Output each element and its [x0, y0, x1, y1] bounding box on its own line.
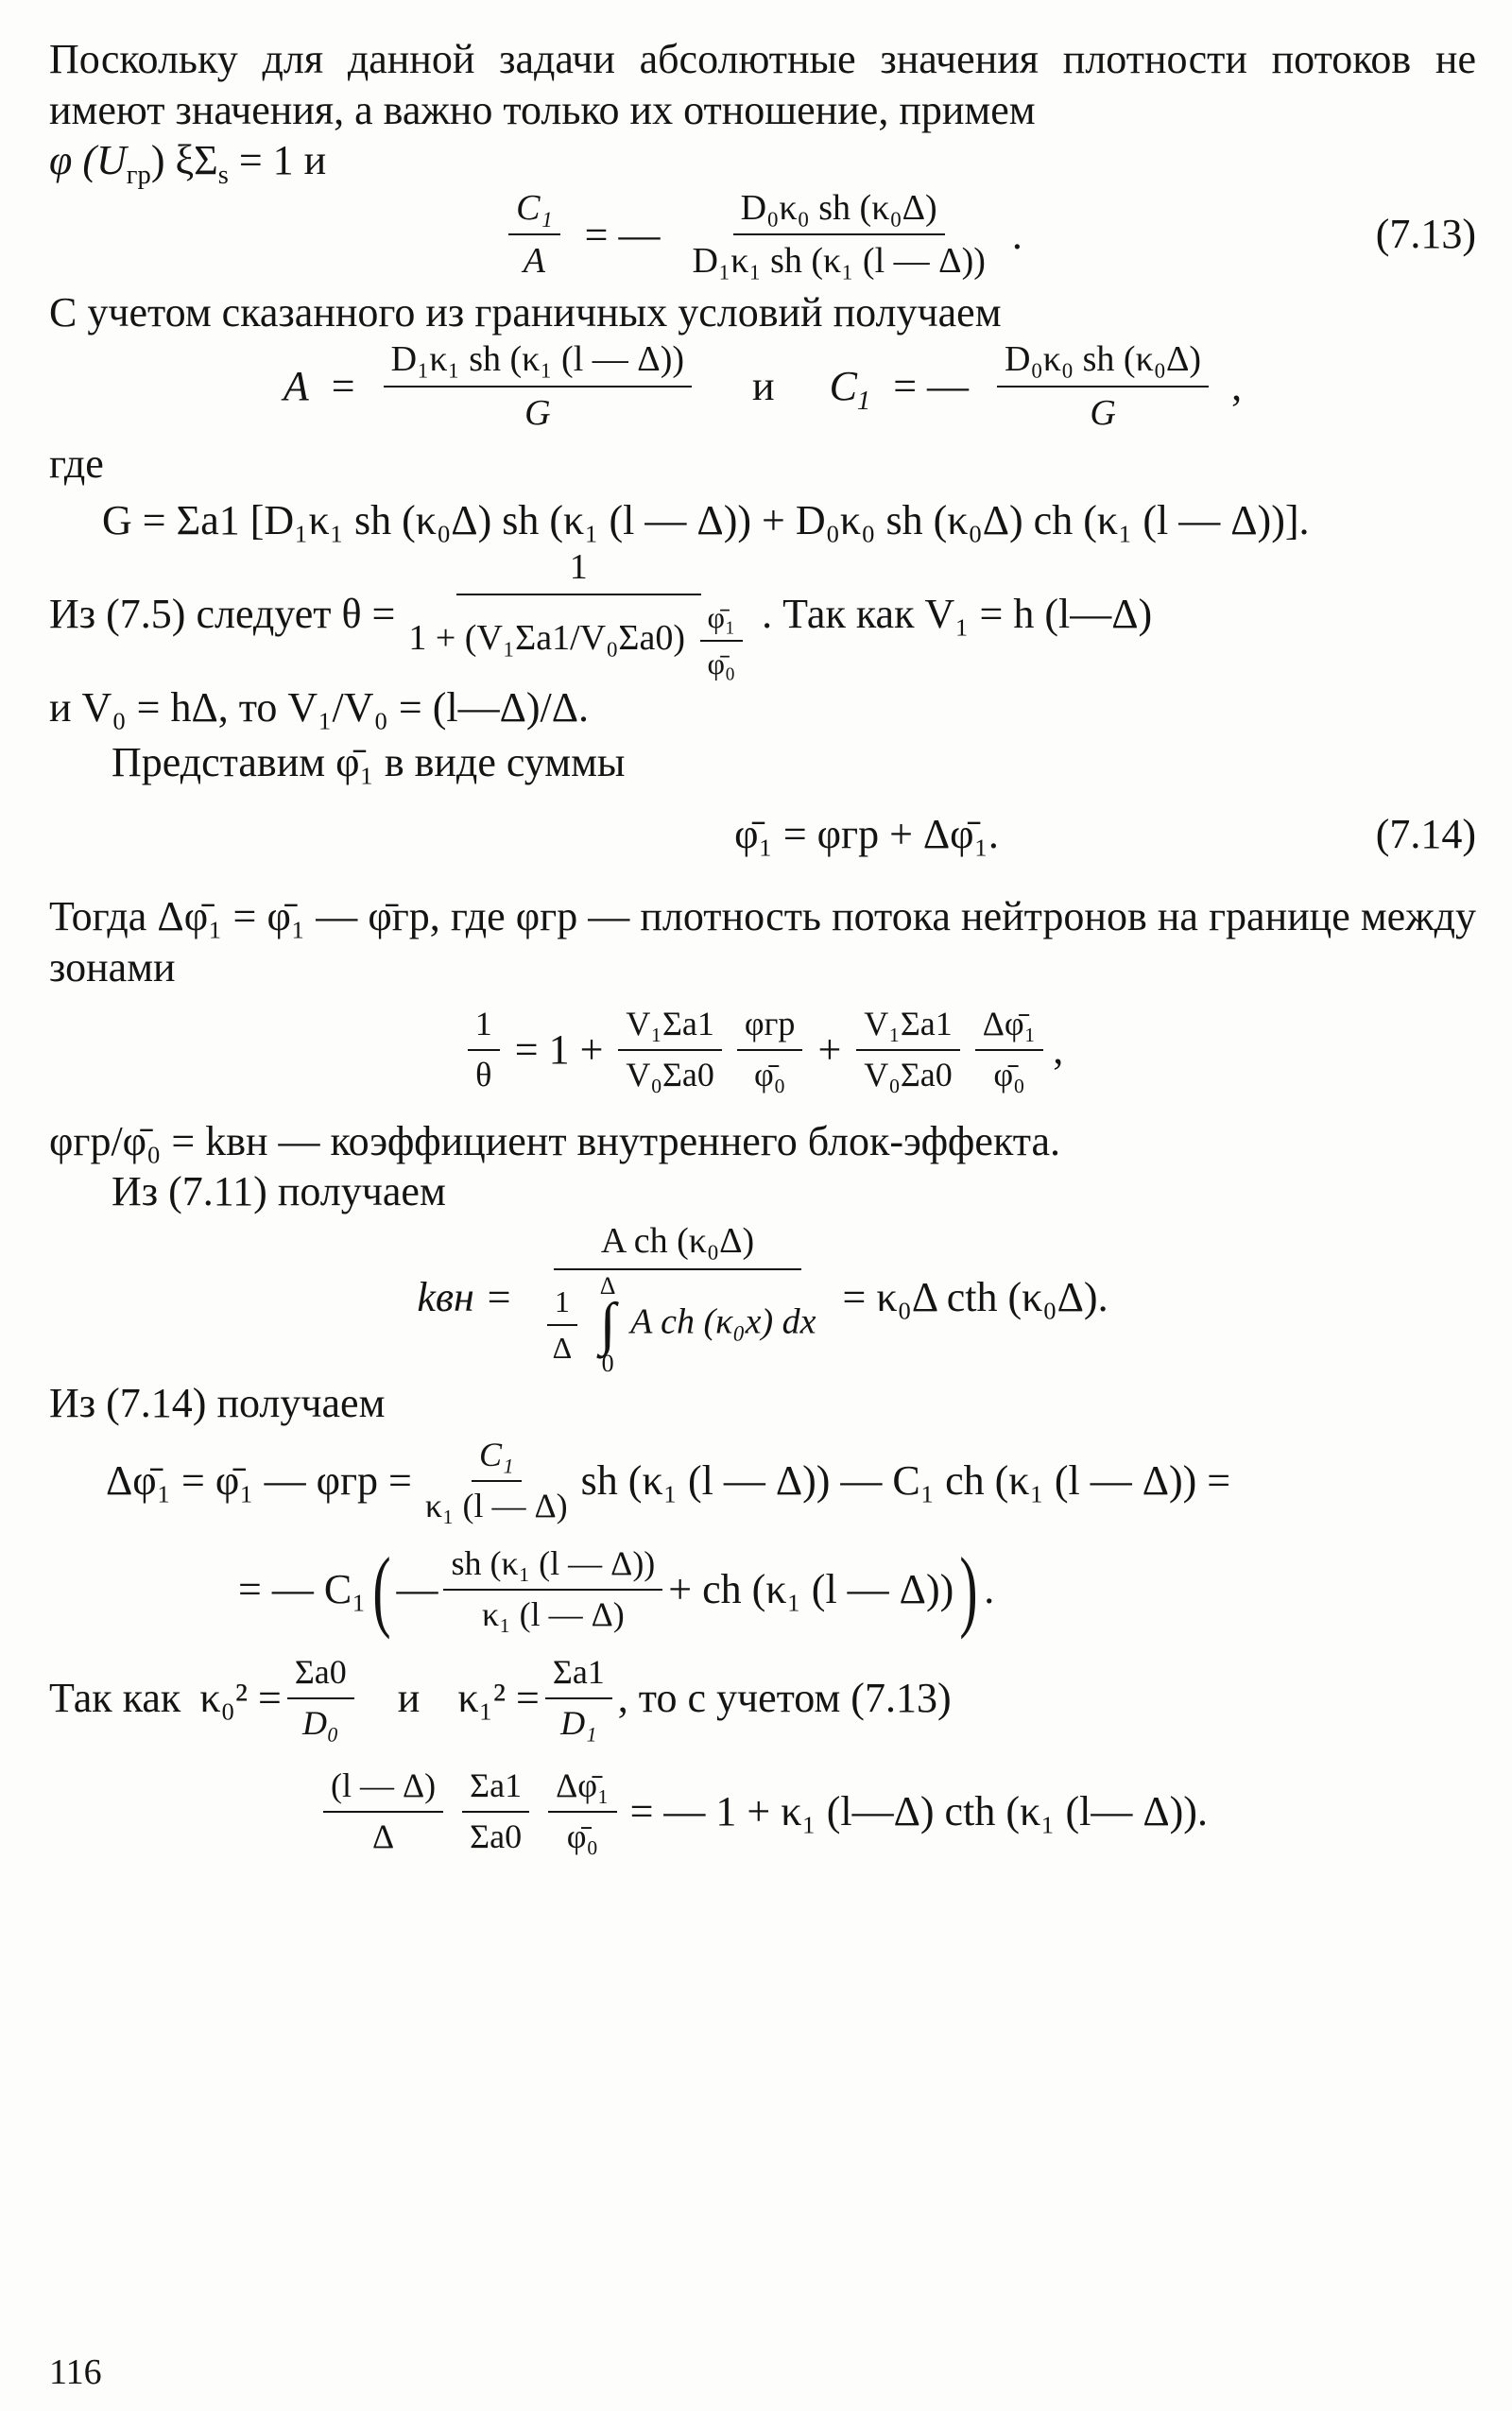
- equation-a-c1: [49, 337, 1476, 435]
- boundary-text: С учетом сказанного из граничных условий получаем: [49, 288, 1002, 336]
- denominator: κ₁ (l — Δ): [481, 1594, 625, 1633]
- page-number: 116: [49, 2352, 102, 2392]
- considering-text: , то с учетом (7.13): [617, 1674, 952, 1721]
- denominator: G: [1090, 392, 1116, 433]
- intro-text: Поскольку для данной задачи абсолютные значения плотности потоков не имеют значения, а важно только их отношение, примем: [49, 36, 1476, 133]
- plus: +: [817, 1025, 842, 1073]
- denominator: [532, 1270, 824, 1376]
- fraction-l-delta: [323, 1765, 443, 1858]
- volume-ratio: [49, 682, 1476, 733]
- integral-sign: Δ ∫ 0: [599, 1272, 616, 1377]
- paragraph-where: [49, 439, 1476, 490]
- minus: —: [396, 1565, 438, 1612]
- fraction-c1-kappa: [418, 1435, 576, 1527]
- denominator: Δ: [552, 1331, 573, 1366]
- numerator: A ch (κ₀Δ): [554, 1219, 801, 1270]
- equation-body: φ̄₁ = φгр + Δφ̄₁.: [734, 811, 999, 858]
- volume-ratio-text: и V₀ = hΔ, то V₁/V₀ = (l—Δ)/Δ.: [49, 683, 590, 731]
- from-7-14-text: Из (7.14) получаем: [49, 1379, 386, 1426]
- numerator: φ̄₁: [700, 599, 744, 642]
- fraction-phi: [700, 599, 744, 682]
- xi-sigma: ) ξΣ: [150, 137, 218, 184]
- integrand: A ch (κ₀x) dx: [630, 1301, 816, 1342]
- kappa1-lhs: κ₁² =: [457, 1674, 540, 1721]
- sum-text: Представим φ̄₁ в виде суммы: [112, 738, 626, 785]
- fraction-phigr-phi0: [737, 1004, 803, 1096]
- numerator: Σa1: [545, 1652, 612, 1699]
- and-text: и: [397, 1674, 421, 1721]
- symbol-c1: $C_1$: [829, 362, 871, 416]
- connector-and: и: [752, 362, 775, 409]
- equals-one: = 1 и: [228, 137, 327, 184]
- theta-tail: . Так как V₁ = h (l—Δ): [762, 590, 1153, 637]
- den-left: 1 + (V₁Σa1/V₀Σa0): [408, 617, 686, 658]
- comma: ,: [1231, 362, 1243, 409]
- numerator: C₁: [508, 186, 560, 235]
- fraction-v1-v0: [618, 1004, 721, 1096]
- numerator: C₁: [472, 1435, 522, 1482]
- denominator: Σa0: [470, 1817, 523, 1855]
- fraction-kappa0: [287, 1652, 354, 1745]
- equals-one-plus: = 1 +: [514, 1025, 604, 1073]
- denominator: φ̄₀: [566, 1817, 599, 1855]
- numerator: 1: [547, 1283, 577, 1326]
- intro-assumption: [49, 135, 1476, 191]
- open-paren: (: [371, 1538, 391, 1640]
- paragraph-then: [49, 891, 1476, 992]
- equation-g: [49, 495, 1476, 546]
- block-effect-definition: [49, 1116, 1476, 1167]
- numerator: sh (κ₁ (l — Δ)): [443, 1543, 662, 1591]
- paragraph-sum: [49, 737, 1476, 788]
- denominator: φ̄₀: [754, 1055, 786, 1094]
- fraction-theta: [401, 545, 756, 681]
- fraction-c1-a: [508, 186, 560, 284]
- denominator: D₁: [560, 1703, 597, 1742]
- denominator: θ: [475, 1055, 492, 1094]
- fraction-sigma: [462, 1765, 529, 1858]
- denominator: A: [523, 241, 545, 282]
- k-vn-rhs: = κ₀Δ cth (κ₀Δ).: [842, 1274, 1108, 1321]
- numerator: D₁κ₁ sh (κ₁ (l — Δ)): [384, 337, 692, 387]
- equation-inverse-theta: [49, 993, 1476, 1107]
- delta2-lhs: = — C₁: [238, 1565, 367, 1612]
- equation-number: (7.13): [1375, 211, 1476, 258]
- denominator: κ₁ (l — Δ): [424, 1486, 568, 1524]
- fraction-kappa1: [545, 1652, 612, 1745]
- denominator: D₀: [302, 1703, 339, 1742]
- fraction-d0-d1: [685, 186, 993, 284]
- equation-delta-phi-2: [49, 1533, 1476, 1646]
- where-text: где: [49, 440, 104, 488]
- numerator: D₀κ₀ sh (κ₀Δ): [733, 186, 945, 235]
- denominator: φ̄₀: [707, 646, 736, 680]
- period: .: [984, 1565, 995, 1612]
- numerator: D₀κ₀ sh (κ₀Δ): [997, 337, 1209, 387]
- fraction-a: [384, 337, 692, 435]
- numerator: V₁Σa1: [618, 1004, 721, 1051]
- fraction-one-delta: [545, 1283, 580, 1367]
- paragraph-from-7-14: [49, 1378, 1476, 1429]
- equation-delta-phi-1: [49, 1429, 1476, 1533]
- theta-lead: Из (7.5) следует θ =: [49, 590, 396, 637]
- then-text: Тогда Δφ̄₁ = φ̄₁ — φ̄гр, где φгр — плотность потока нейтронов на границе между зонами: [49, 893, 1476, 990]
- equation-number: (7.14): [1375, 811, 1476, 858]
- integral-lower: 0: [601, 1350, 614, 1377]
- fraction-v1-v0-2: [856, 1004, 959, 1096]
- delta-rest: sh (κ₁ (l — Δ)) — C₁ ch (κ₁ (l — Δ)) =: [580, 1456, 1231, 1504]
- paragraph-boundary: [49, 287, 1476, 338]
- denominator: G: [524, 392, 551, 433]
- denominator: φ̄₀: [993, 1055, 1025, 1094]
- fraction-c1: [997, 337, 1209, 435]
- from-7-11-text: Из (7.11) получаем: [112, 1168, 446, 1215]
- denominator: D₁κ₁ sh (κ₁ (l — Δ)): [692, 241, 986, 282]
- g-definition: G = Σa1 [D₁κ₁ sh (κ₀Δ) sh (κ₁ (l — Δ)) + D₀κ₀ sh (κ₀Δ) ch (κ₁ (l — Δ))].: [102, 496, 1310, 543]
- kappa0-lhs: κ₀² =: [199, 1674, 282, 1721]
- symbol-a: A: [283, 362, 309, 409]
- numerator: V₁Σa1: [856, 1004, 959, 1051]
- paragraph-intro: [49, 34, 1476, 135]
- equals-minus: = —: [893, 362, 970, 409]
- block-effect-text: φгр/φ̄₀ = kвн — коэффициент внутреннего блок-эффекта.: [49, 1117, 1061, 1164]
- kappa-sentence: [49, 1646, 1476, 1750]
- equals: =: [331, 362, 355, 409]
- fraction-one-theta: [468, 1004, 500, 1096]
- theta-sentence: [49, 545, 1476, 681]
- period: .: [1011, 211, 1022, 258]
- document-page: [49, 34, 1476, 1873]
- numerator: (l — Δ): [323, 1765, 443, 1813]
- denominator: V₀Σa0: [864, 1055, 953, 1094]
- final-rhs: = — 1 + κ₁ (l—Δ) cth (κ₁ (l— Δ)).: [629, 1787, 1208, 1834]
- numerator: 1: [456, 545, 701, 594]
- k-vn-lhs: kвн =: [417, 1274, 513, 1321]
- equals-minus: = —: [584, 211, 661, 258]
- since-text: Так как: [49, 1674, 181, 1721]
- equation-7-14: [49, 787, 1476, 882]
- numerator: Δφ̄₁: [975, 1004, 1043, 1051]
- numerator: Σa1: [462, 1765, 529, 1813]
- numerator: 1: [468, 1004, 500, 1051]
- fraction-k-vn: [532, 1219, 824, 1376]
- fraction-dphi: [548, 1765, 616, 1858]
- equation-final: [49, 1750, 1476, 1873]
- equation-7-13: [49, 186, 1476, 284]
- delta2-rest: + ch (κ₁ (l — Δ)): [668, 1565, 954, 1612]
- numerator: Δφ̄₁: [548, 1765, 616, 1813]
- numerator: φгр: [737, 1004, 803, 1051]
- fraction-sh-kappa: [443, 1543, 662, 1636]
- comma: ,: [1053, 1025, 1064, 1073]
- paragraph-from-7-11: [49, 1166, 1476, 1217]
- equation-k-vn: [49, 1217, 1476, 1378]
- sub-gr: гр: [126, 161, 151, 191]
- delta-lhs: Δφ̄₁ = φ̄₁ — φгр =: [106, 1456, 412, 1504]
- denominator: V₀Σa0: [626, 1055, 714, 1094]
- fraction-dphi-phi0: [975, 1004, 1043, 1096]
- numerator: Σa0: [287, 1652, 354, 1699]
- phi-u: φ (U: [49, 137, 127, 184]
- sub-s: s: [217, 161, 229, 191]
- denominator: Δ: [372, 1817, 395, 1855]
- denominator: [401, 595, 756, 682]
- integral-upper: Δ: [599, 1272, 616, 1300]
- close-paren: ): [959, 1538, 978, 1640]
